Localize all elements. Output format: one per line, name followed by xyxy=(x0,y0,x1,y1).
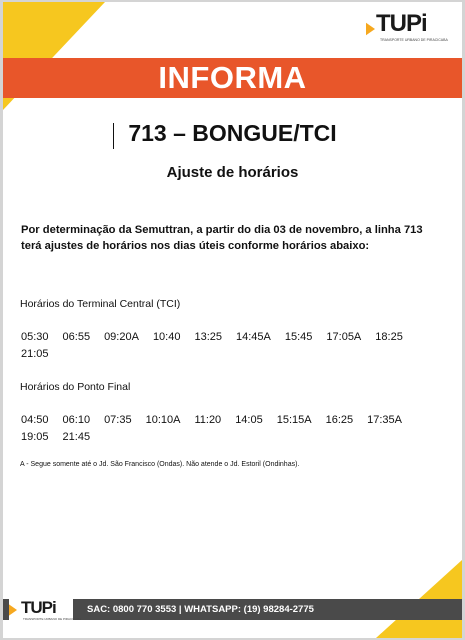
schedule-heading-terminal: Horários do Terminal Central (TCI) xyxy=(20,298,181,310)
logo-text: TUPi xyxy=(376,10,427,37)
route-subtitle: Ajuste de horários xyxy=(166,164,299,181)
schedule-time: 10:10A xyxy=(145,414,181,426)
schedule-time: 06:10 xyxy=(62,414,91,426)
route-title: 713 – BONGUE/TCI xyxy=(128,120,337,146)
schedule-time: 10:40 xyxy=(152,331,181,343)
schedule-time: 15:15A xyxy=(276,414,312,426)
schedule-heading-ponto-final: Horários do Ponto Final xyxy=(20,381,131,393)
schedule-time: 17:35A xyxy=(367,414,402,426)
banner xyxy=(3,58,462,98)
schedule-times-terminal xyxy=(21,329,446,363)
announcement-paragraph: Por determinação da Semuttran, a partir do dia 03 de novembro, a linha 713 terá ajustes de horários nos dias úteis conforme horários abaixo: xyxy=(21,224,423,252)
schedule-time: 13:25 xyxy=(194,331,222,343)
tupi-logo xyxy=(366,10,448,46)
schedule-time: 06:55 xyxy=(62,331,91,343)
banner-title: INFORMA xyxy=(158,60,307,95)
schedule-time: 15:45 xyxy=(284,331,313,343)
schedule-time: 14:45A xyxy=(236,331,271,343)
schedule-time: 05:30 xyxy=(21,331,49,343)
logo-arrow-icon xyxy=(9,604,17,616)
footer-contact: SAC: 0800 770 3553 | WHATSAPP: (19) 98284-2775 xyxy=(87,604,314,615)
schedule-time: 07:35 xyxy=(104,414,132,426)
schedule-time: 21:45 xyxy=(62,431,91,443)
logo-tagline-footer: TRANSPORTE URBANO DE PIRACICABA xyxy=(23,617,82,621)
schedule-time: 16:25 xyxy=(325,414,354,426)
schedule-time: 09:20A xyxy=(104,331,139,343)
notice-page xyxy=(3,2,462,638)
schedule-time: 19:05 xyxy=(21,431,49,443)
schedule-time: 11:20 xyxy=(194,414,222,426)
logo-arrow-icon xyxy=(366,22,375,36)
logo-tagline: TRANSPORTE URBANO DE PIRACICABA xyxy=(380,38,448,42)
schedule-time: 21:05 xyxy=(21,348,49,360)
schedule-time: 14:05 xyxy=(235,414,263,426)
tupi-logo-footer xyxy=(9,598,82,624)
schedule-time: 17:05A xyxy=(326,331,362,343)
footnote: A - Segue somente até o Jd. São Francisco (Ondas). Não atende o Jd. Estoril (Ondinhas). xyxy=(20,461,300,468)
schedule-time: 18:25 xyxy=(375,331,403,343)
logo-text-footer: TUPi xyxy=(21,598,56,617)
schedule-times-ponto-final xyxy=(21,412,446,446)
schedule-time: 04:50 xyxy=(21,414,49,426)
